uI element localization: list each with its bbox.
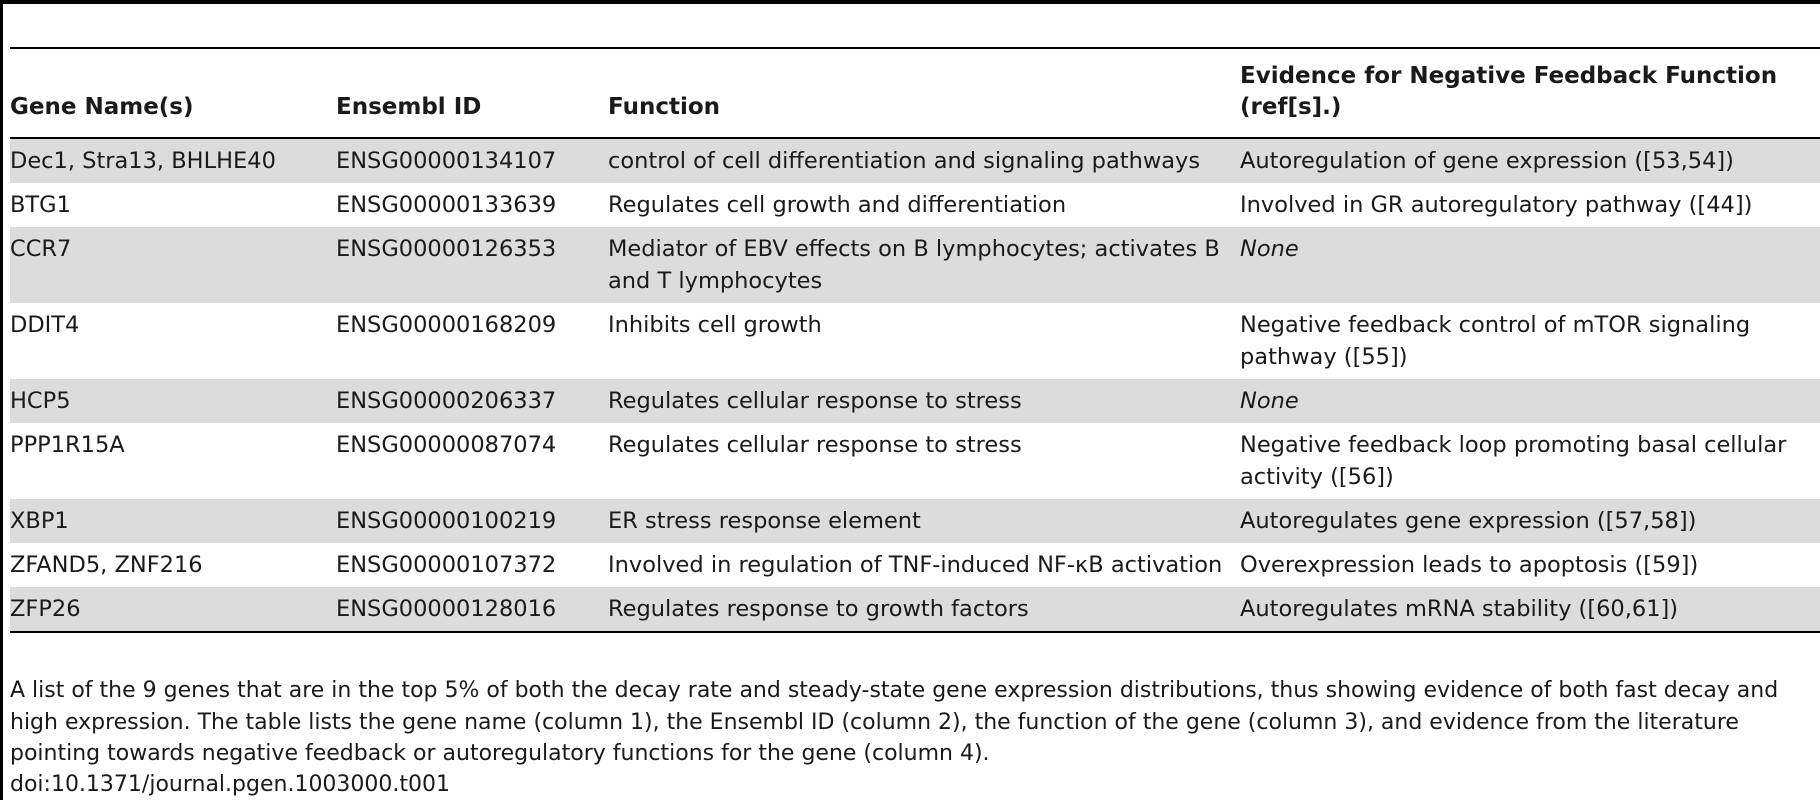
function-cell: Involved in regulation of TNF-induced NF-κB activation (608, 552, 1223, 578)
ensembl-id-cell: ENSG00000087074 (336, 432, 557, 458)
table-header (10, 49, 1820, 138)
ensembl-id-cell: ENSG00000206337 (336, 379, 608, 423)
left-rule (0, 0, 3, 800)
function-cell: Regulates cellular response to stress (608, 379, 1240, 423)
ensembl-id-cell: ENSG00000107372 (336, 552, 557, 578)
ensembl-id-cell: ENSG00000100219 (336, 499, 608, 543)
header-row (10, 49, 1820, 138)
gene-name-cell: DDIT4 (10, 312, 80, 338)
header-ensembl-id: Ensembl ID (336, 49, 608, 138)
table-row (10, 303, 1820, 379)
gene-table (10, 49, 1820, 633)
evidence-none-text: None (1240, 236, 1299, 262)
table-caption: A list of the 9 genes that are in the top 5% of both the decay rate and steady-state gene expression distributions, thus showing evidence of both fast decay and high expression. The table lists the gene name (column 1), the Ensembl ID (column 2), the function of the gene (column 3), and evidence from the literature pointing towards negative feedback or autoregulatory functions for the gene (column 4). (10, 678, 1779, 766)
table-row (10, 379, 1820, 423)
function-cell: Mediator of EBV effects on B lymphocytes; activates B and T lymphocytes (608, 227, 1240, 303)
header-function: Function (608, 49, 1240, 138)
table-row (10, 499, 1820, 543)
gene-name-cell: ZFAND5, ZNF216 (10, 552, 203, 578)
ensembl-id-cell: ENSG00000134107 (336, 138, 608, 183)
gene-name-cell: PPP1R15A (10, 432, 125, 458)
doi-text: doi:10.1371/journal.pgen.1003000.t001 (10, 772, 451, 797)
gene-name-cell: XBP1 (10, 499, 336, 543)
evidence-cell: Involved in GR autoregulatory pathway ([44]) (1240, 192, 1753, 218)
evidence-cell: Autoregulation of gene expression ([53,54]) (1240, 138, 1820, 183)
gene-name-cell: Dec1, Stra13, BHLHE40 (10, 138, 336, 183)
gene-name-cell: CCR7 (10, 227, 336, 303)
gene-name-cell: ZFP26 (10, 587, 336, 632)
table-row (10, 138, 1820, 183)
table-row (10, 587, 1820, 632)
evidence-cell (1240, 379, 1820, 423)
ensembl-id-cell: ENSG00000128016 (336, 587, 608, 632)
header-evidence: Evidence for Negative Feedback Function (ref[s].) (1240, 49, 1820, 138)
top-rule (0, 0, 1820, 4)
function-cell: ER stress response element (608, 499, 1240, 543)
function-cell: Inhibits cell growth (608, 312, 822, 338)
evidence-cell: Overexpression leads to apoptosis ([59]) (1240, 552, 1699, 578)
table-row (10, 423, 1820, 499)
header-gene-names: Gene Name(s) (10, 49, 336, 138)
gene-name-cell: HCP5 (10, 379, 336, 423)
function-cell: control of cell differentiation and signaling pathways (608, 138, 1240, 183)
evidence-none-text: None (1240, 388, 1299, 414)
evidence-cell: Negative feedback control of mTOR signaling pathway ([55]) (1240, 312, 1751, 370)
evidence-cell: Autoregulates mRNA stability ([60,61]) (1240, 587, 1820, 632)
function-cell: Regulates response to growth factors (608, 587, 1240, 632)
function-cell: Regulates cellular response to stress (608, 432, 1022, 458)
table-body (10, 138, 1820, 632)
table-row (10, 227, 1820, 303)
evidence-cell (1240, 227, 1820, 303)
gene-name-cell: BTG1 (10, 192, 71, 218)
evidence-cell: Negative feedback loop promoting basal cellular activity ([56]) (1240, 432, 1787, 490)
ensembl-id-cell: ENSG00000133639 (336, 192, 557, 218)
table-row (10, 543, 1820, 587)
table-row (10, 183, 1820, 227)
function-cell: Regulates cell growth and differentiation (608, 192, 1067, 218)
evidence-cell: Autoregulates gene expression ([57,58]) (1240, 499, 1820, 543)
ensembl-id-cell: ENSG00000126353 (336, 227, 608, 303)
ensembl-id-cell: ENSG00000168209 (336, 312, 557, 338)
